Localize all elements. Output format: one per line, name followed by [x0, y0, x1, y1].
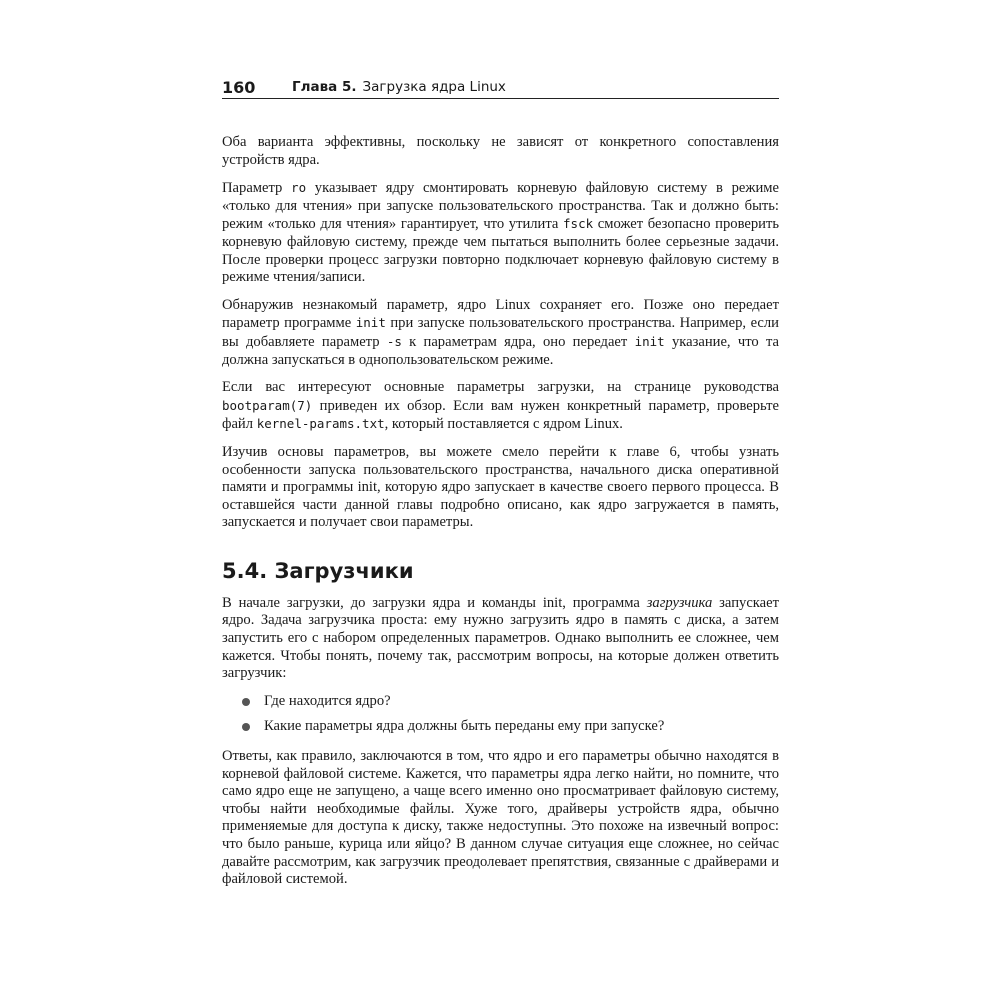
paragraph-3-text-b: при запуске пользовательского пространства. Например, если вы добавляете параметр	[222, 315, 779, 350]
list-item-text: Где находится ядро?	[264, 692, 391, 709]
question-list	[222, 693, 779, 736]
code-s-flag: -s	[386, 333, 402, 349]
paragraph-3-text-a: Обнаружив незнакомый параметр, ядро Linux сохраняет его. Позже оно передает параметр программе	[222, 296, 779, 332]
paragraph-2-text-b: указывает ядру смонтировать корневую файловую систему в режиме «только для чтения» при запуске пользовательского пространства. Так и должно быть: режим «только для чтения» гарантирует, что утилита	[222, 180, 779, 233]
paragraph-2-text-c: сможет безопасно проверить корневую файловую систему, прежде чем пытаться выполнить более серьезные задачи. После проверки процесс загрузки повторно подключает корневую файловую систему в режиме чтения/записи.	[222, 216, 779, 286]
running-header	[222, 76, 779, 99]
code-kernel-params: kernel-params.txt	[256, 416, 385, 432]
paragraph-2-text-a: Параметр	[222, 180, 292, 197]
term-bootloader: загрузчика	[646, 594, 713, 611]
code-init-2: init	[634, 333, 665, 349]
section-paragraph-1-text-a: В начале загрузки, до загрузки ядра и команды init, программа	[222, 594, 647, 611]
chapter-title: Загрузка ядра Linux	[362, 79, 506, 95]
list-item-text: Какие параметры ядра должны быть переданы ему при запуске?	[264, 718, 665, 735]
paragraph-3-text-d: указание, что та должна запускаться в однопользовательском режиме.	[222, 333, 779, 368]
paragraph-2	[222, 179, 779, 287]
code-bootparam: bootparam(7)	[222, 397, 313, 413]
section-paragraph-1-text-b: запускает ядро. Задача загрузчика проста: ему нужно загрузить ядро в память с диска, а затем запустить его с набором определенных параметров. Однако выполнить ее сложнее, чем кажется. Чтобы понять, почему так, рассмотрим вопросы, на которые должен ответить загрузчик:	[222, 594, 780, 682]
section-paragraph-1	[222, 595, 779, 683]
list-item	[238, 718, 779, 736]
paragraph-3-text-c: к параметрам ядра, оно передает	[401, 333, 635, 350]
section-paragraph-2: Ответы, как правило, заключаются в том, что ядро и его параметры обычно находятся в корневой файловой системе. Кажется, что параметры ядра легко найти, но помните, что само ядро еще не запущено, а чаще всего именно оно просматривает файловую систему, чтобы найти необходимые файлы. Хуже того, драйверы устройств ядра, обычно применяемые для доступа к диску, также недоступны. Это похоже на извечный вопрос: что было раньше, курица или яйцо? В данном случае ситуация еще сложнее, но сейчас давайте рассмотрим, как загрузчик преодолевает препятствия, связанные с драйверами и файловой системой.	[222, 748, 779, 888]
paragraph-4-text-b: приведен их обзор. Если вам нужен конкретный параметр, проверьте файл	[222, 397, 779, 433]
paragraph-1: Оба варианта эффективны, поскольку не зависят от конкретного сопоставления устройств ядра.	[222, 134, 779, 168]
paragraph-4-text-c: , который поставляется с ядром Linux.	[384, 416, 623, 433]
code-fsck: fsck	[563, 216, 594, 232]
page-body	[222, 134, 779, 899]
paragraph-3	[222, 297, 779, 369]
bullet-icon	[242, 698, 250, 706]
page-number: 160	[222, 77, 256, 97]
section-heading: 5.4. Загрузчики	[222, 558, 414, 583]
paragraph-4-text-a: Если вас интересуют основные параметры загрузки, на странице руководства	[222, 379, 779, 396]
paragraph-5: Изучив основы параметров, вы можете смело перейти к главе 6, чтобы узнать особенности запуска пользовательского пространства, начального диска оперативной памяти и программы init, которую ядро запускает в качестве своего первого процесса. В оставшейся части данной главы подробно описано, как ядро загружается в память, запускается и получает свои параметры.	[222, 443, 779, 531]
paragraph-4	[222, 379, 779, 434]
code-ro: ro	[291, 180, 307, 196]
chapter-label: Глава 5.	[292, 79, 357, 95]
list-item	[238, 693, 779, 711]
bullet-icon	[242, 723, 250, 731]
code-init: init	[355, 315, 386, 331]
